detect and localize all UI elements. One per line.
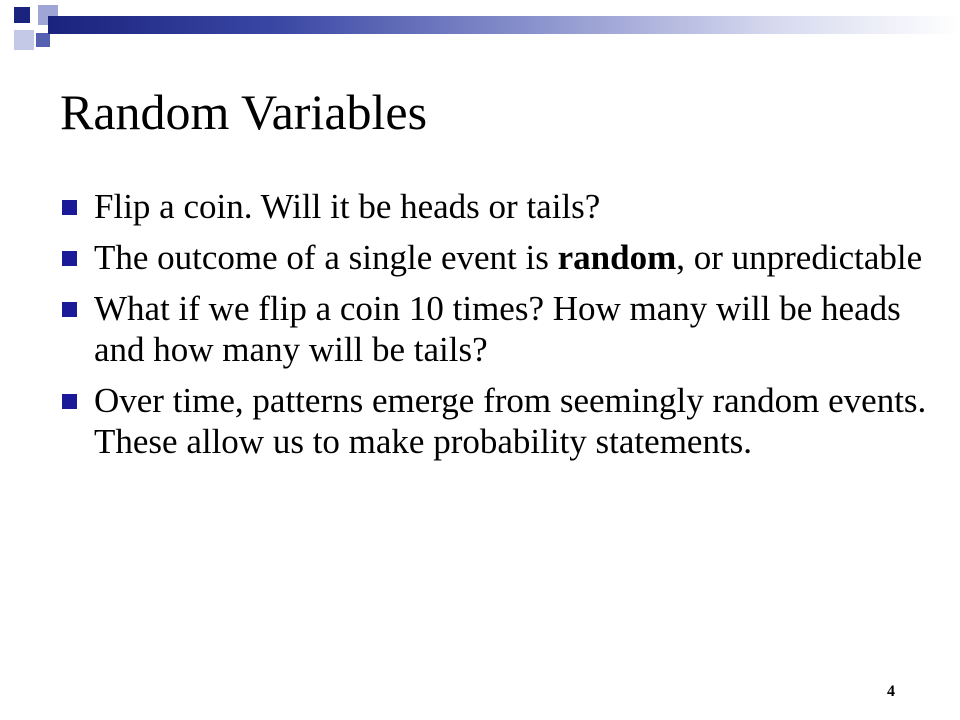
bullet-list: [62, 186, 942, 472]
bullet-text: Over time, patterns emerge from seemingly random events. These allow us to make probability statements.: [94, 381, 927, 461]
slide-title: Random Variables: [60, 84, 428, 140]
bullet-text: What if we flip a coin 10 times? How many will be heads and how many will be tails?: [94, 289, 901, 369]
square-bullet-icon: [62, 251, 77, 266]
square-bullet-icon: [62, 394, 77, 409]
bullet-emphasis: random: [557, 238, 677, 277]
bullet-item: [62, 237, 942, 278]
square-bullet-icon: [62, 302, 77, 317]
bullet-item: [62, 380, 942, 462]
bullet-item: [62, 186, 942, 227]
corner-decoration-square: [36, 33, 50, 47]
corner-decoration-square: [14, 7, 30, 23]
square-bullet-icon: [62, 200, 77, 215]
page-number: 4: [887, 683, 895, 700]
bullet-item: [62, 288, 942, 370]
header-gradient-bar: [48, 16, 960, 34]
bullet-text: , or unpredictable: [676, 238, 923, 277]
bullet-text: The outcome of a single event is: [94, 238, 558, 277]
corner-decoration-square: [14, 30, 34, 50]
bullet-text: Flip a coin. Will it be heads or tails?: [94, 187, 601, 226]
